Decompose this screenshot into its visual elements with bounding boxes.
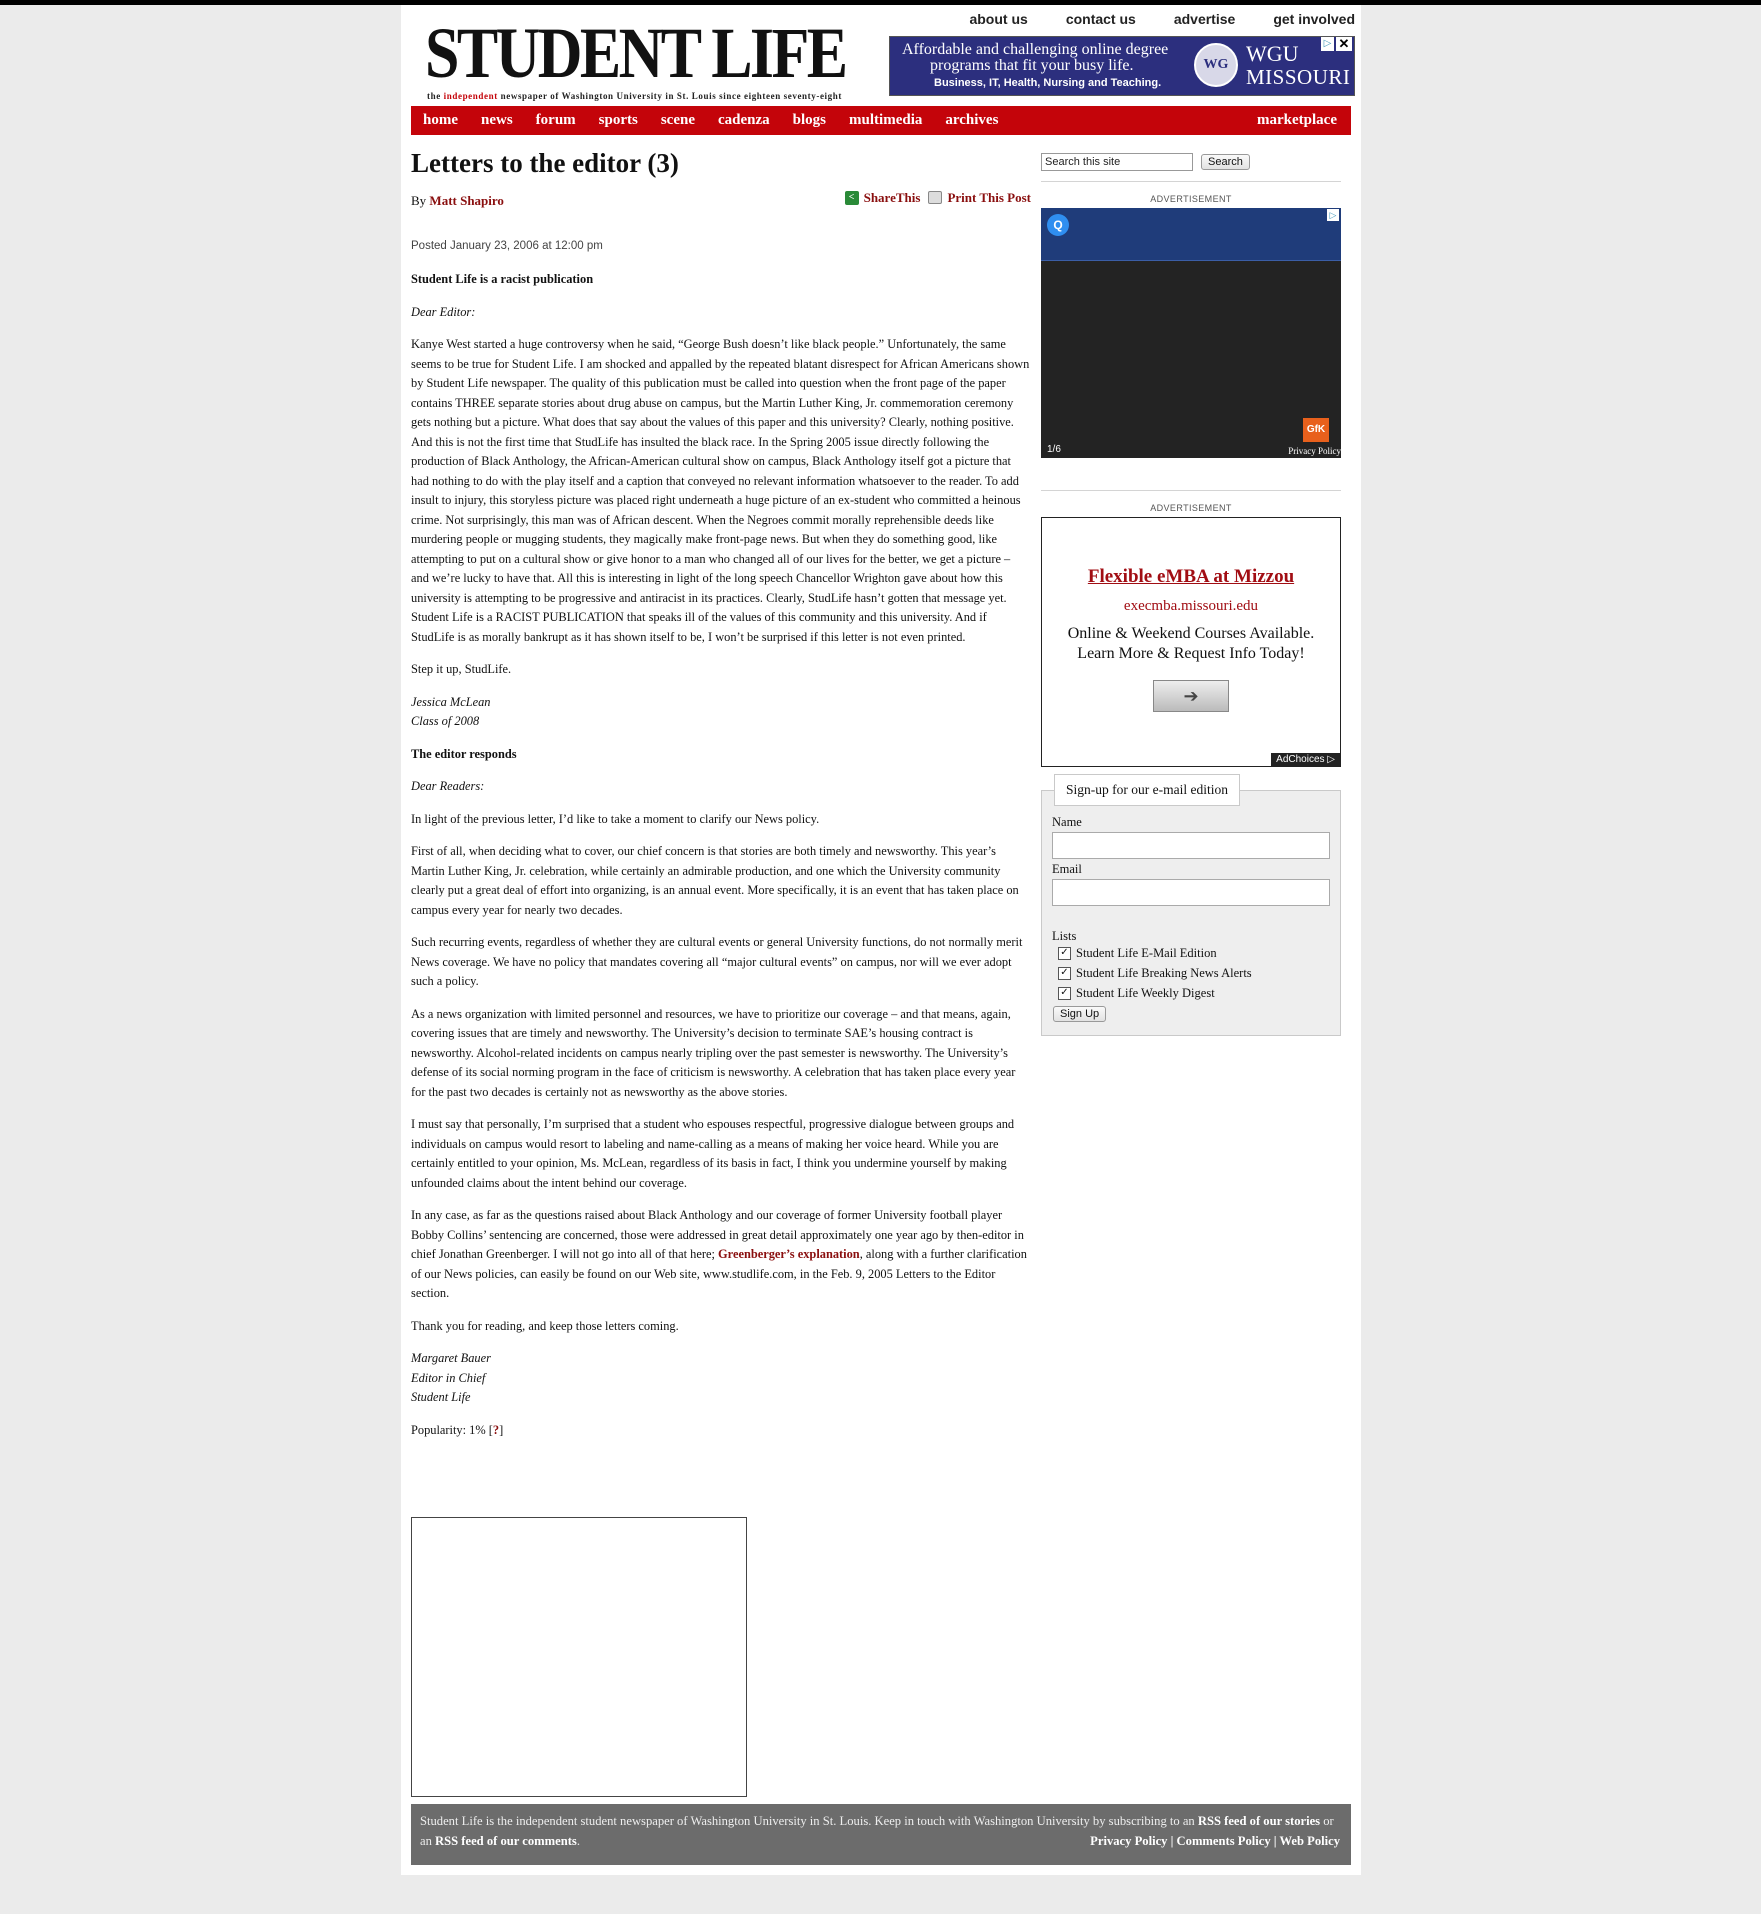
ad-label: ADVERTISEMENT bbox=[1150, 503, 1232, 513]
nav-item-sports[interactable]: sports bbox=[598, 112, 638, 128]
response-text: In any case, as far as the questions raised about Black Anthology and our coverage of former University football player Bobby Collins’ sentencing are concerned, those were addressed in great detail approximately one year ago by then-editor in chief Jonathan Greenberger. I will not go into all of that here; bbox=[411, 1208, 1024, 1261]
footer-text-3: . bbox=[576, 1834, 580, 1848]
response-heading: The editor responds bbox=[411, 746, 517, 761]
popularity-close: ] bbox=[499, 1422, 504, 1437]
sidebar bbox=[1041, 153, 1341, 1036]
letter-heading: Student Life is a racist publication bbox=[411, 272, 594, 286]
footer-links bbox=[1090, 1831, 1340, 1851]
post-date: Posted January 23, 2006 at 12:00 pm bbox=[411, 239, 603, 252]
arrow-right-icon[interactable]: ➔ bbox=[1153, 680, 1229, 712]
nav-item-forum[interactable]: forum bbox=[535, 112, 576, 128]
footer-separator: | bbox=[1167, 1834, 1177, 1848]
name-field[interactable] bbox=[1052, 832, 1330, 859]
mizzou-ad-desc-line1: Online & Weekend Courses Available. bbox=[1067, 625, 1315, 642]
letter-closing: Step it up, StudLife. bbox=[411, 662, 512, 676]
byline-prefix: By bbox=[411, 193, 430, 208]
popularity bbox=[411, 1421, 1031, 1441]
letter-signature-class: Class of 2008 bbox=[411, 714, 480, 728]
nav-item-home[interactable]: home bbox=[423, 112, 458, 128]
video-ad-pager: 1/6 bbox=[1047, 444, 1061, 455]
search-form bbox=[1041, 153, 1341, 171]
masthead bbox=[425, 13, 885, 101]
email-label: Email bbox=[1052, 862, 1082, 876]
response-paragraph bbox=[411, 1206, 1031, 1304]
gfk-logo-icon: GfK bbox=[1303, 418, 1329, 442]
privacy-policy-link[interactable]: Privacy Policy bbox=[1090, 1834, 1168, 1848]
comments-policy-link[interactable]: Comments Policy bbox=[1176, 1834, 1271, 1848]
nav-item-news[interactable]: news bbox=[481, 112, 513, 128]
search-input[interactable] bbox=[1041, 153, 1193, 171]
top-link-about-us[interactable]: about us bbox=[969, 11, 1028, 27]
response-salutation: Dear Readers: bbox=[411, 779, 485, 793]
seal-icon: WG bbox=[1194, 43, 1238, 87]
top-link-get-involved[interactable]: get involved bbox=[1273, 11, 1355, 27]
response-paragraph: I must say that personally, I’m surprised that a student who espouses respectful, progressive dialogue between groups and individuals on campus would resort to labeling and name-calling as a means of making her voice heard. While you are certainly entitled to your opinion, Ms. McLean, regardless of its basis in fact, I think you undermine yourself by making unfounded claims about the intent behind our coverage. bbox=[411, 1117, 1015, 1190]
banner-ad-line1: Affordable and challenging online degree bbox=[902, 41, 1169, 58]
banner-ad-line2: programs that fit your busy life. bbox=[930, 57, 1134, 74]
tagline-highlight: independent bbox=[443, 91, 498, 101]
response-paragraph: As a news organization with limited personnel and resources, we have to prioritize our coverage – and that means, again, covering issues that are timely and newsworthy. The University’s decision to terminate SAE’s housing contract is newsworthy. Alcohol-related incidents on campus nearly tripling over the past semester is newsworthy. The University’s defense of its social norming program in the face of criticism is newsworthy. A celebration that has taken place every year for the past two decades is certainly not as newsworthy as the above stories. bbox=[411, 1006, 1016, 1099]
popularity-help-link[interactable]: ? bbox=[492, 1422, 500, 1437]
sign-up-button[interactable]: Sign Up bbox=[1053, 1006, 1106, 1022]
tagline-post: newspaper of Washington University in St. Louis since eighteen seventy-eight bbox=[500, 91, 842, 101]
checkbox-checked-icon[interactable]: ✓ bbox=[1058, 987, 1071, 1000]
close-icon[interactable]: ✕ bbox=[1336, 37, 1352, 51]
rss-stories-link[interactable]: RSS feed of our stories bbox=[1197, 1814, 1321, 1828]
nav-item-scene[interactable]: scene bbox=[660, 112, 695, 128]
nav-item-archives[interactable]: archives bbox=[945, 112, 999, 128]
page-container bbox=[401, 5, 1361, 1875]
video-ad[interactable] bbox=[1041, 208, 1341, 458]
letter-body: Kanye West started a huge controversy when he said, “George Bush doesn’t like black people.” Unfortunately, the same seems to be true for Student Life. I am shocked and appalled by the repeated blatant disrespect for African Americans shown by Student Life newspaper. The quality of this publication must be called into question when the front page of the paper contains THREE separate stories about drug abuse on campus, but the Martin Luther King, Jr. commemoration ceremony gets nothing but a picture. What does that say about the values of this paper and this university? Clearly, nothing positive. And this is not the first time that StudLife has insulted the black race. In the Spring 2005 issue directly following the production of Black Anthology, the African-American cultural show on campus, Black Anthology itself got a picture that had nothing to do with the play itself and a caption that conveyed no relevant information whatsoever to the reader. To add insult to injury, this storyless picture was placed right underneath a huge picture of an ex-student who committed a heinous crime. Not surprisingly, this man was of African descent. When the Negroes commit morally reprehensible deeds like murdering people or mugging students, they magically make front-page news. But when they do something good, like attempting to put on a cultural show or give honor to a man who changed all of our lives for the better, we get a picture – and we’re lucky to have that. All this is interesting in light of the long speech Chancellor Wrighton gave about how this university is attempting to be progressive and antiracist in its practices. Clearly, StudLife hasn’t gotten that message yet. Student Life is a RACIST PUBLICATION that speaks ill of the values of this community and this university. And if StudLife is as morally bankrupt as it has shown itself to be, I won’t be surprised if this letter is not even printed. bbox=[411, 337, 1030, 644]
response-signature bbox=[411, 1349, 1031, 1408]
ad-info-icon[interactable]: ▷ bbox=[1321, 37, 1334, 51]
response-signature-org: Student Life bbox=[411, 1390, 471, 1404]
video-ad-topbar bbox=[1041, 208, 1341, 261]
top-links bbox=[969, 11, 1355, 27]
signup-legend: Sign-up for our e-mail edition bbox=[1054, 774, 1240, 806]
list-checkbox-weekly-digest[interactable] bbox=[1058, 986, 1215, 1001]
comment-frame[interactable] bbox=[411, 1517, 747, 1797]
nav-item-cadenza[interactable]: cadenza bbox=[718, 112, 770, 128]
share-icon: < bbox=[845, 191, 859, 205]
response-paragraph: Thank you for reading, and keep those letters coming. bbox=[411, 1318, 679, 1333]
main-nav bbox=[411, 106, 1351, 135]
footer bbox=[411, 1804, 1351, 1865]
rss-comments-link[interactable]: RSS feed of our comments bbox=[435, 1834, 577, 1848]
tagline-pre: the bbox=[427, 91, 441, 101]
article-body bbox=[411, 270, 1031, 1440]
footer-separator: | bbox=[1270, 1834, 1280, 1848]
list-checkbox-email-edition[interactable] bbox=[1058, 946, 1217, 961]
divider bbox=[1041, 181, 1341, 182]
article bbox=[411, 145, 1031, 1453]
mizzou-ad-description bbox=[1042, 624, 1340, 664]
letter-signature bbox=[411, 693, 1031, 732]
banner-ad[interactable] bbox=[889, 36, 1355, 96]
adchoices-label: AdChoices bbox=[1276, 754, 1325, 765]
list-checkbox-breaking-news[interactable] bbox=[1058, 966, 1252, 981]
ad-info-icon[interactable]: ▷ bbox=[1327, 209, 1339, 221]
checkbox-checked-icon[interactable]: ✓ bbox=[1058, 947, 1071, 960]
video-ad-privacy-link[interactable]: Privacy Policy bbox=[1288, 446, 1341, 456]
email-field[interactable] bbox=[1052, 879, 1330, 906]
web-policy-link[interactable]: Web Policy bbox=[1279, 1834, 1340, 1848]
site-logo[interactable]: STUDENT LIFE bbox=[425, 13, 846, 93]
print-post-label: Print This Post bbox=[947, 190, 1031, 205]
mizzou-ad-url: execmba.missouri.edu bbox=[1123, 598, 1259, 614]
q-logo-icon: Q bbox=[1047, 214, 1069, 236]
list-label: Student Life Breaking News Alerts bbox=[1076, 966, 1252, 980]
share-this-label: ShareThis bbox=[863, 190, 921, 205]
lists-label: Lists bbox=[1052, 929, 1077, 943]
site-tagline bbox=[427, 91, 842, 101]
response-signature-name: Margaret Bauer bbox=[411, 1351, 491, 1365]
adchoices-link[interactable]: AdChoices ▷ bbox=[1271, 753, 1340, 766]
response-paragraph: First of all, when deciding what to cover, our chief concern is that stories are both timely and newsworthy. This year’s Martin Luther King, Jr. celebration, while certainly an admirable production, and one which the University community clearly put a great deal of effort into organizing, is an annual event. More specifically, it is an event that has taken place on campus every year for nearly two decades. bbox=[411, 844, 1019, 917]
mizzou-ad[interactable] bbox=[1041, 517, 1341, 767]
mizzou-ad-desc-line2: Learn More & Request Info Today! bbox=[1077, 645, 1305, 662]
letter-salutation: Dear Editor: bbox=[411, 304, 476, 319]
footer-text-2: or an bbox=[420, 1814, 1334, 1848]
search-button[interactable]: Search bbox=[1201, 154, 1250, 170]
response-text: , along with a further clarification of our News policies, can easily be found on our Web site, www.studlife.com, in the Feb. 9, 2005 Letters to the Editor section. bbox=[411, 1247, 1027, 1300]
top-link-contact-us[interactable]: contact us bbox=[1065, 11, 1136, 27]
nav-item-multimedia[interactable]: multimedia bbox=[849, 112, 923, 128]
banner-ad-brand-sub: MISSOURI bbox=[1246, 65, 1351, 89]
printer-icon bbox=[928, 191, 942, 204]
response-paragraph: In light of the previous letter, I’d like to take a moment to clarify our News policy. bbox=[411, 811, 820, 826]
banner-ad-line3: Business, IT, Health, Nursing and Teaching. bbox=[934, 77, 1162, 89]
nav-item-marketplace[interactable]: marketplace bbox=[1257, 112, 1337, 128]
share-this-link[interactable] bbox=[845, 188, 921, 208]
print-post-link[interactable] bbox=[928, 188, 1031, 208]
letter-signature-name: Jessica McLean bbox=[411, 694, 491, 709]
top-link-advertise[interactable]: advertise bbox=[1173, 11, 1236, 27]
banner-ad-brand: WGU bbox=[1246, 41, 1299, 66]
footer-text-1: Student Life is the independent student newspaper of Washington University in St. Louis. Keep in touch with Washington University by subscribing to an bbox=[420, 1814, 1198, 1828]
mizzou-ad-headline[interactable]: Flexible eMBA at Mizzou bbox=[1087, 566, 1295, 587]
author-link[interactable]: Matt Shapiro bbox=[429, 193, 504, 208]
ad-label: ADVERTISEMENT bbox=[1150, 194, 1232, 204]
greenberger-explanation-link[interactable]: Greenberger’s explanation bbox=[718, 1247, 860, 1261]
checkbox-checked-icon[interactable]: ✓ bbox=[1058, 967, 1071, 980]
page-title: Letters to the editor (3) bbox=[411, 148, 679, 178]
name-label: Name bbox=[1052, 815, 1082, 829]
share-row bbox=[845, 188, 1031, 208]
divider bbox=[1041, 490, 1341, 491]
response-paragraph: Such recurring events, regardless of whether they are cultural events or general University functions, do not normally merit News coverage. We have no policy that mandates covering all “major cultural events” on campus, nor will we ever adopt such a policy. bbox=[411, 935, 1023, 988]
response-signature-role: Editor in Chief bbox=[411, 1370, 486, 1385]
email-signup-form bbox=[1041, 782, 1341, 1036]
nav-item-blogs[interactable]: blogs bbox=[792, 112, 827, 128]
list-label: Student Life Weekly Digest bbox=[1076, 986, 1215, 1000]
list-label: Student Life E-Mail Edition bbox=[1076, 946, 1217, 960]
popularity-text: Popularity: 1% [ bbox=[411, 1422, 493, 1437]
